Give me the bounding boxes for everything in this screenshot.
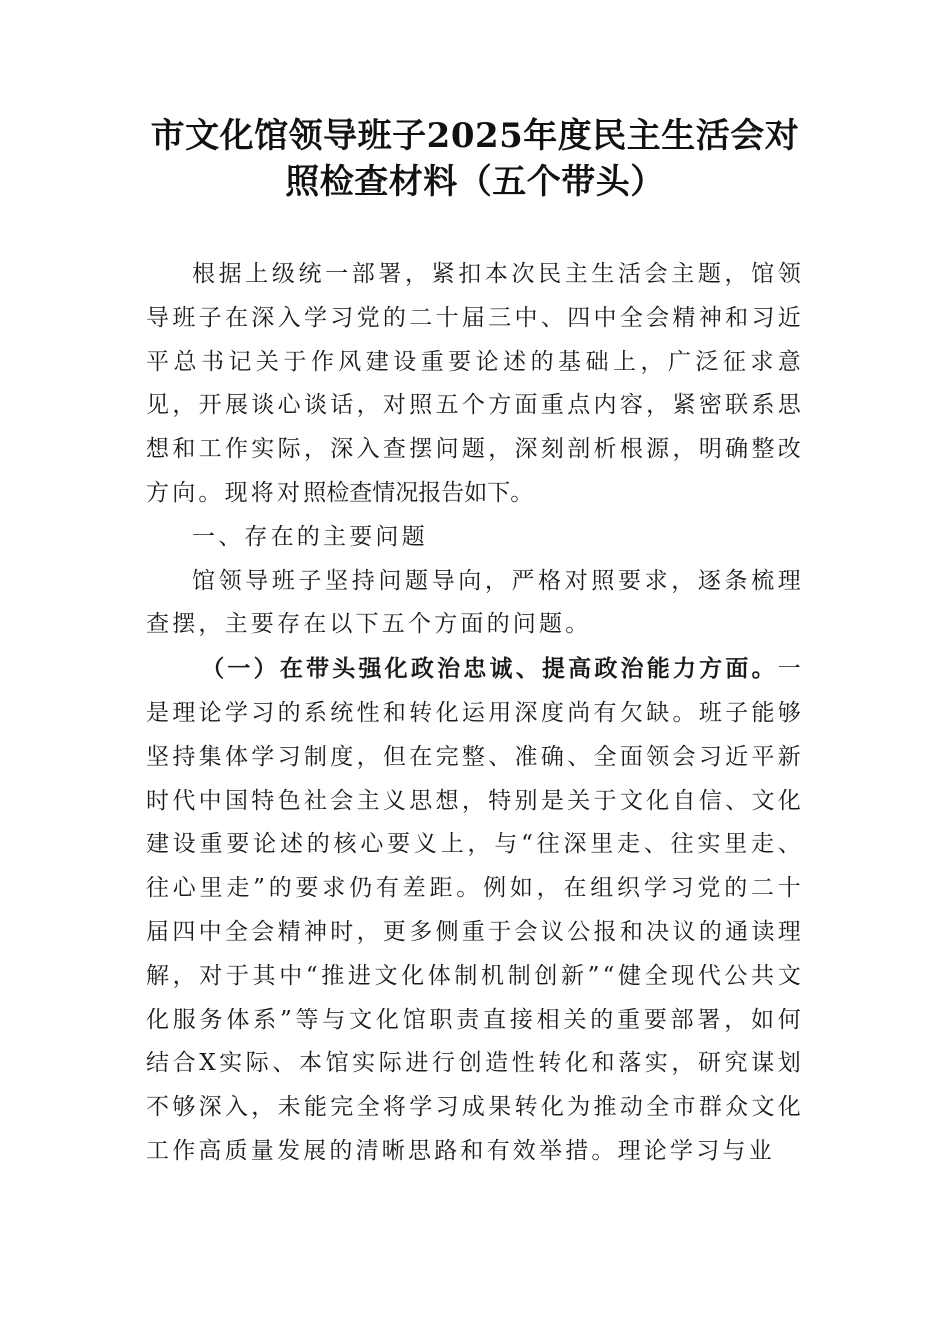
document-title-line-2: 照检查材料（五个带头） [285, 162, 665, 202]
section-1-intro: 馆领导班子坚持问题导向，严格对照要求，逐条梳理查摆，主要存在以下五个方面的问题。 [146, 567, 804, 638]
intro-paragraph [146, 253, 804, 516]
document-title-line-1: 市文化馆领导班子2025年度民主生活会对 [150, 116, 800, 156]
section-1-heading: 一、存在的主要问题 [192, 523, 428, 550]
subsection-1-paragraph [146, 647, 804, 1174]
document-body [146, 253, 804, 1174]
subsection-1-body: 一是理论学习的系统性和转化运用深度尚有欠缺。班子能够坚持集体学习制度，但在完整、准确、全面领会习近平新时代中国特色社会主义思想，特别是关于文化自信、文化建设重要论述的核心要义上，与“往深里走、往实里走、往心里走”的要求仍有差距。例如，在组织学习党的二十届四中全会精神时，更多侧重于会议公报和决议的通读理解，对于其中“推进文化体制机制创新”“健全现代公共文化服务体系”等与文化馆职责直接相关的重要部署，如何结合X实际、本馆实际进行创造性转化和落实，研究谋划不够深入，未能完全将学习成果转化为推动全市群众文化工作高质量发展的清晰思路和有效举措。理论学习与业 [146, 656, 804, 1164]
intro-text: 根据上级统一部署，紧扣本次民主生活会主题，馆领导班子在深入学习党的二十届三中、四中全会精神和习近平总书记关于作风建设重要论述的基础上，广泛征求意见，开展谈心谈话，对照五个方面重点内容，紧密联系思想和工作实际，深入查摆问题，深刻剖析根源，明确整改方向。现将对 [146, 261, 804, 506]
intro-text-tail: 照检查情况报告如下。 [303, 479, 534, 506]
subsection-1-heading: （一）在带头强化政治忠诚、提高政治能力方面。 [201, 655, 778, 683]
